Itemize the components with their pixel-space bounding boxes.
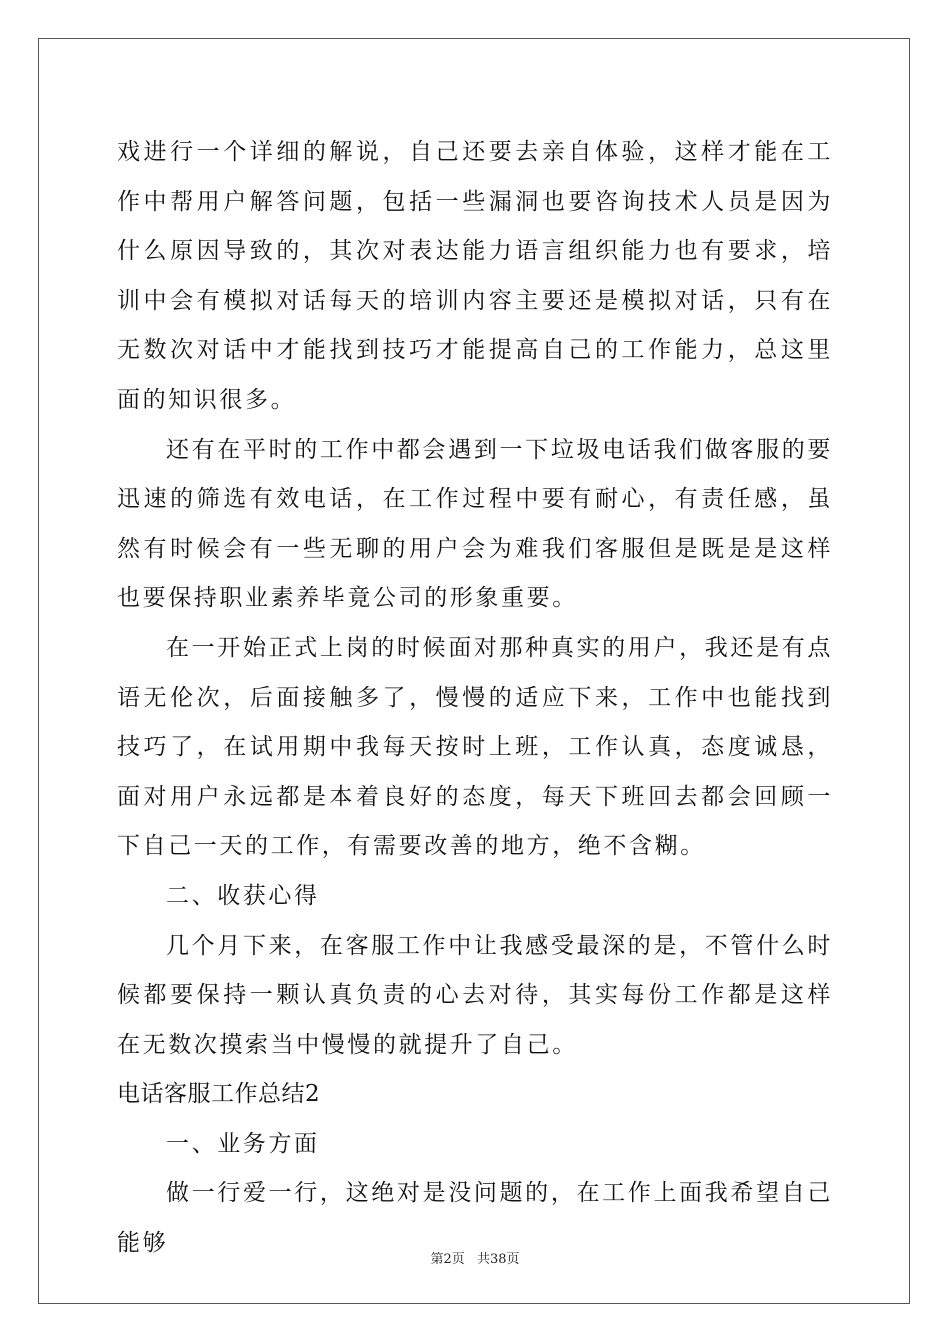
paragraph-5: 几个月下来，在客服工作中让我感受最深的是，不管什么时候都要保持一颗认真负责的心去对待，其实每份工作都是这样在无数次摸索当中慢慢的就提升了自己。 bbox=[117, 932, 833, 1058]
paragraph-1: 戏进行一个详细的解说，自己还要去亲自体验，这样才能在工作中帮用户解答问题，包括一些漏洞也要咨询技术人员是因为什么原因导致的，其次对表达能力语言组织能力也有要求，培训中会有模拟对话每天的培训内容主要还是模拟对话，只有在无数次对话中才能找到技巧才能提高自己的工作能力，总这里面的知识很多。 bbox=[117, 139, 833, 413]
paragraph-2: 还有在平时的工作中都会遇到一下垃圾电话我们做客服的要迅速的筛选有效电话，在工作过程中要有耐心，有责任感，虽然有时候会有一些无聊的用户会为难我们客服但是既是是这样也要保持职业素养毕竟公司的形象重要。 bbox=[117, 436, 833, 612]
paragraph-3: 在一开始正式上岗的时候面对那种真实的用户，我还是有点语无伦次，后面接触多了，慢慢的适应下来，工作中也能找到技巧了，在试用期中我每天按时上班，工作认真，态度诚恳，面对用户永远都是本着良好的态度，每天下班回去都会回顾一下自己一天的工作，有需要改善的地方，绝不含糊。 bbox=[117, 634, 833, 860]
article-title-2: 电话客服工作总结2 bbox=[117, 1081, 321, 1108]
document-body bbox=[117, 128, 833, 1269]
page-total: 共38页 bbox=[476, 1252, 520, 1267]
section-heading-harvest: 二、收获心得 bbox=[166, 882, 320, 909]
paragraph-8: 做一行爱一行，这绝对是没问题的，在工作上面我希望自己能够 bbox=[117, 1180, 833, 1257]
page-footer bbox=[0, 1248, 950, 1267]
page-number: 第2页 bbox=[430, 1252, 465, 1267]
section-heading-business: 一、业务方面 bbox=[166, 1130, 320, 1157]
